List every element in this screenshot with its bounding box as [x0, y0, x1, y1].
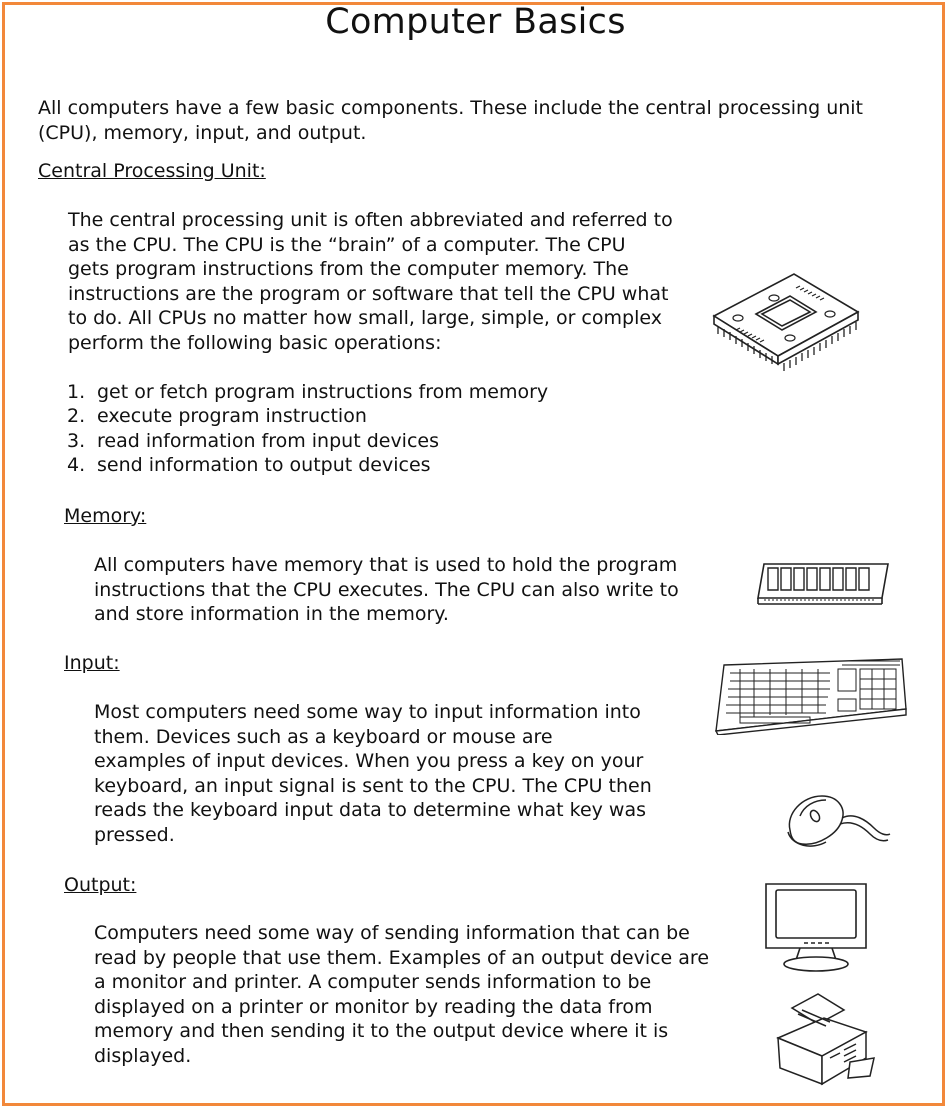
- memory-paragraph: All computers have memory that is used to hold the program instructions that the CPU executes. The CPU can also write to and store information in the memory.: [94, 554, 679, 626]
- input-paragraph: Most computers need some way to input information into them. Devices such as a keyboard or mouse are examples of input devices. When you press a key on your keyboard, an input signal is sent to the CPU. The CPU then reads the keyboard input data to determine what key was pressed.: [94, 701, 652, 846]
- intro-paragraph: All computers have a few basic components. These include the central processing unit (CPU), memory, input, and output.: [38, 97, 864, 144]
- cpu-heading: Central Processing Unit:: [38, 160, 266, 182]
- input-heading: Input:: [64, 652, 120, 674]
- output-paragraph: Computers need some way of sending information that can be read by people that use them. Examples of an output device are a monitor and printer. A computer sends information to be displayed on a printer or monitor by reading the data from memory and then sending it to the output device where it is displayed.: [94, 922, 710, 1067]
- list-item: 2. execute program instruction: [67, 405, 367, 428]
- printer-icon: [770, 988, 876, 1088]
- memory-module-icon: [754, 558, 894, 608]
- memory-heading: Memory:: [64, 505, 147, 527]
- cpu-paragraph: The central processing unit is often abbreviated and referred to as the CPU. The CPU is the “brain” of a computer. The CPU gets program instructions from the computer memory. The instructions are the program or software that tell the CPU what to do. All CPUs no matter how small, large, simple, or complex perform the following basic operations:: [68, 209, 673, 354]
- cpu-chip-icon: [708, 268, 863, 380]
- list-item: 4. send information to output devices: [67, 453, 431, 476]
- list-item: 1. get or fetch program instructions from memory: [67, 381, 549, 403]
- mouse-icon: [782, 790, 892, 852]
- cpu-operations-list: [67, 380, 548, 477]
- page-title: Computer Basics: [325, 2, 626, 42]
- monitor-icon: [764, 882, 868, 974]
- keyboard-icon: [710, 655, 910, 735]
- list-item: 3. read information from input devices: [67, 429, 439, 452]
- output-heading: Output:: [64, 874, 137, 896]
